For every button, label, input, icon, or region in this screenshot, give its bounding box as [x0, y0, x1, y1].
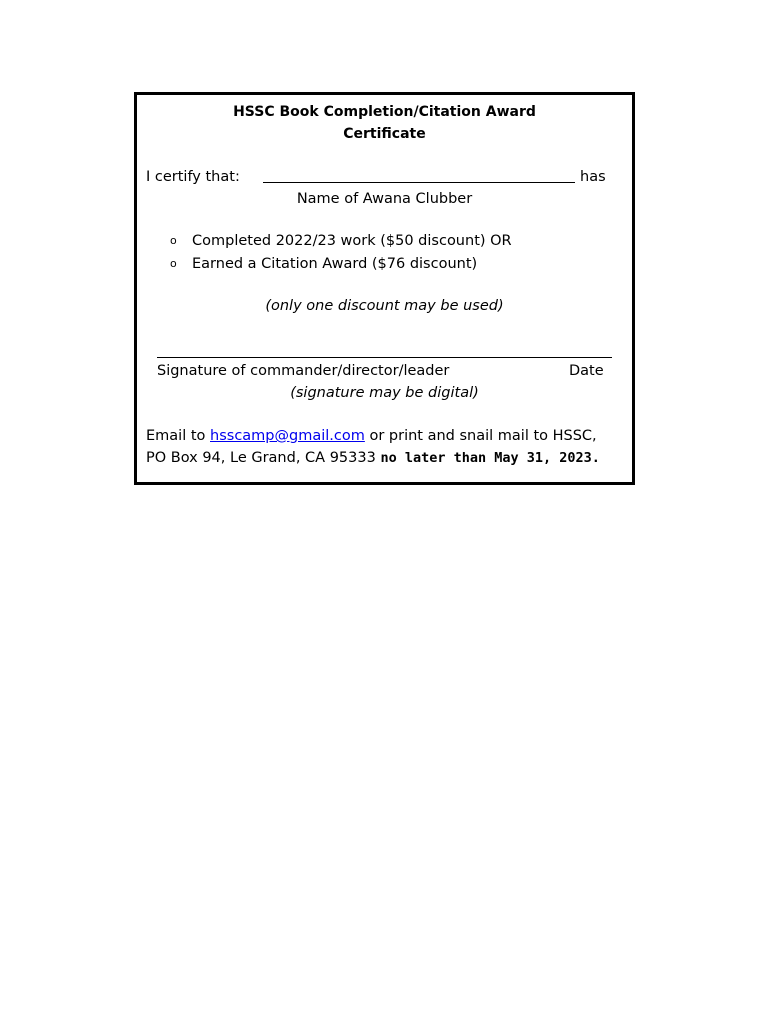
option-label: Earned a Citation Award ($76 discount)	[192, 256, 478, 272]
option-completed-work[interactable]	[170, 233, 512, 249]
address-text: PO Box 94, Le Grand, CA 95333	[146, 450, 376, 466]
has-label: has	[580, 169, 606, 185]
clubber-name-field[interactable]	[263, 168, 575, 183]
certify-label: I certify that:	[146, 169, 240, 185]
certificate-subtitle: Certificate	[343, 126, 426, 142]
email-prefix: Email to	[146, 428, 206, 444]
bullet-circle-icon: o	[170, 257, 177, 270]
email-instructions	[146, 428, 597, 444]
name-caption: Name of Awana Clubber	[296, 191, 473, 207]
date-caption: Date	[569, 363, 604, 379]
certificate-box	[134, 92, 635, 485]
email-link[interactable]: hsscamp@gmail.com	[210, 428, 365, 444]
bullet-circle-icon: o	[170, 234, 177, 247]
mailing-address	[146, 450, 600, 466]
certificate-title: HSSC Book Completion/Citation Award	[233, 104, 536, 120]
signature-caption: Signature of commander/director/leader	[157, 363, 450, 379]
discount-note: (only one discount may be used)	[265, 298, 504, 314]
option-label: Completed 2022/23 work ($50 discount) OR	[192, 233, 512, 249]
deadline-text: no later than May 31, 2023.	[380, 450, 600, 466]
signature-field[interactable]	[157, 357, 612, 358]
signature-note: (signature may be digital)	[290, 385, 479, 401]
option-citation-award[interactable]	[170, 256, 477, 272]
email-suffix: or print and snail mail to HSSC,	[369, 428, 597, 444]
